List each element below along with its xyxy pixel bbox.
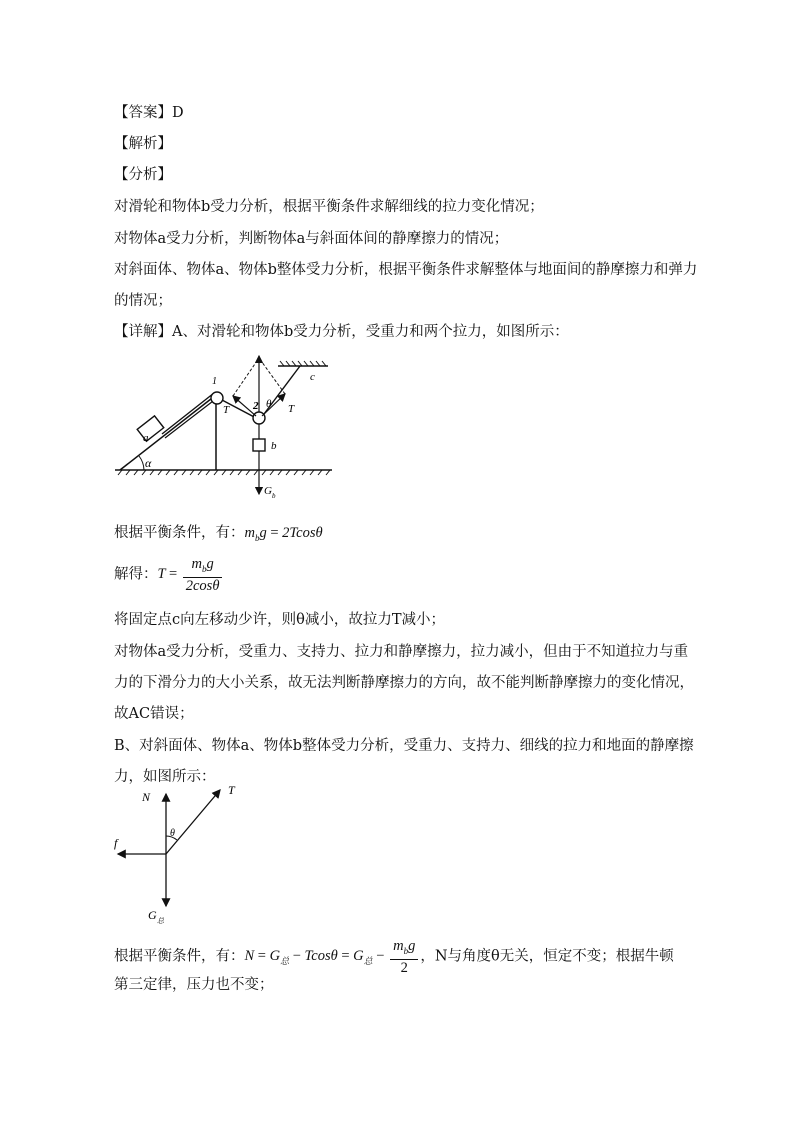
block-a-label: a	[143, 432, 149, 444]
answer-line: 【答案】D	[114, 105, 184, 121]
ceiling	[278, 361, 328, 366]
tension-right-label: T	[288, 403, 295, 415]
text-line: 对物体a受力分析，判断物体a与斜面体间的静摩擦力的情况；	[114, 231, 509, 247]
pulley-1	[211, 392, 223, 404]
fenxi-heading: 【分析】	[114, 167, 172, 183]
force-diagram	[110, 784, 260, 924]
block-a	[137, 416, 164, 441]
friction-label: f	[114, 836, 118, 850]
equation-line-1: 根据平衡条件，有：$m_bg = 2Tcos\theta$	[114, 525, 323, 543]
gravity-total-label: G	[148, 908, 157, 922]
incline	[120, 395, 216, 470]
analysis-heading: 【解析】	[114, 136, 172, 152]
pulley-diagram	[110, 348, 350, 506]
text-line: 力，如图所示：	[114, 769, 216, 785]
point-c-label: c	[310, 371, 315, 383]
text-line: 故AC错误；	[114, 706, 194, 722]
equation-line-2: 解得：T = $\frac{m_bg}{2\cos\theta}$	[114, 556, 224, 594]
ground-line	[115, 470, 332, 475]
text-line: 第三定律，压力也不变；	[114, 977, 274, 993]
block-b-label: b	[271, 440, 277, 452]
pulley-2-label: 2	[253, 400, 259, 412]
gravity-total-sub: 总	[157, 917, 164, 924]
text-line: 力的下滑分力的大小关系，故无法判断静摩擦力的方向，故不能判断静摩擦力的变化情况，	[114, 675, 694, 691]
text-line: 对物体a受力分析，受重力、支持力、拉力和静摩擦力，拉力减小，但由于不知道拉力与重	[114, 644, 689, 660]
alpha-label: α	[145, 456, 152, 470]
theta-label: θ	[266, 398, 272, 410]
text-line: B、对斜面体、物体a、物体b整体受力分析，受重力、支持力、细线的拉力和地面的静摩擦	[114, 738, 694, 754]
equation-line-3: 根据平衡条件，有：$N = G_总 - Tcos\theta = G_总$ − $\frac{m_bg}{2}$ ，N与角度θ无关，恒定不变；根据牛顿	[114, 938, 674, 976]
pulley-1-label: 1	[212, 376, 217, 387]
detail-line: 【详解】A、对滑轮和物体b受力分析，受重力和两个拉力，如图所示：	[114, 324, 569, 340]
gravity-label: G	[264, 485, 272, 497]
text-line: 的情况；	[114, 293, 172, 309]
theta-label-2: θ	[170, 828, 175, 839]
text-line: 将固定点c向左移动少许，则θ减小，故拉力T减小；	[114, 612, 446, 628]
tension-label: T	[228, 784, 235, 797]
text-line: 对滑轮和物体b受力分析，根据平衡条件求解细线的拉力变化情况；	[114, 199, 544, 215]
gravity-sub-label: b	[272, 492, 276, 500]
block-b	[253, 439, 265, 451]
normal-force-label: N	[142, 790, 151, 804]
text-line: 对斜面体、物体a、物体b整体受力分析，根据平衡条件求解整体与地面间的静摩擦力和弹力	[114, 262, 698, 278]
tension-left-label: T	[223, 404, 230, 416]
pulley-2	[253, 412, 265, 424]
